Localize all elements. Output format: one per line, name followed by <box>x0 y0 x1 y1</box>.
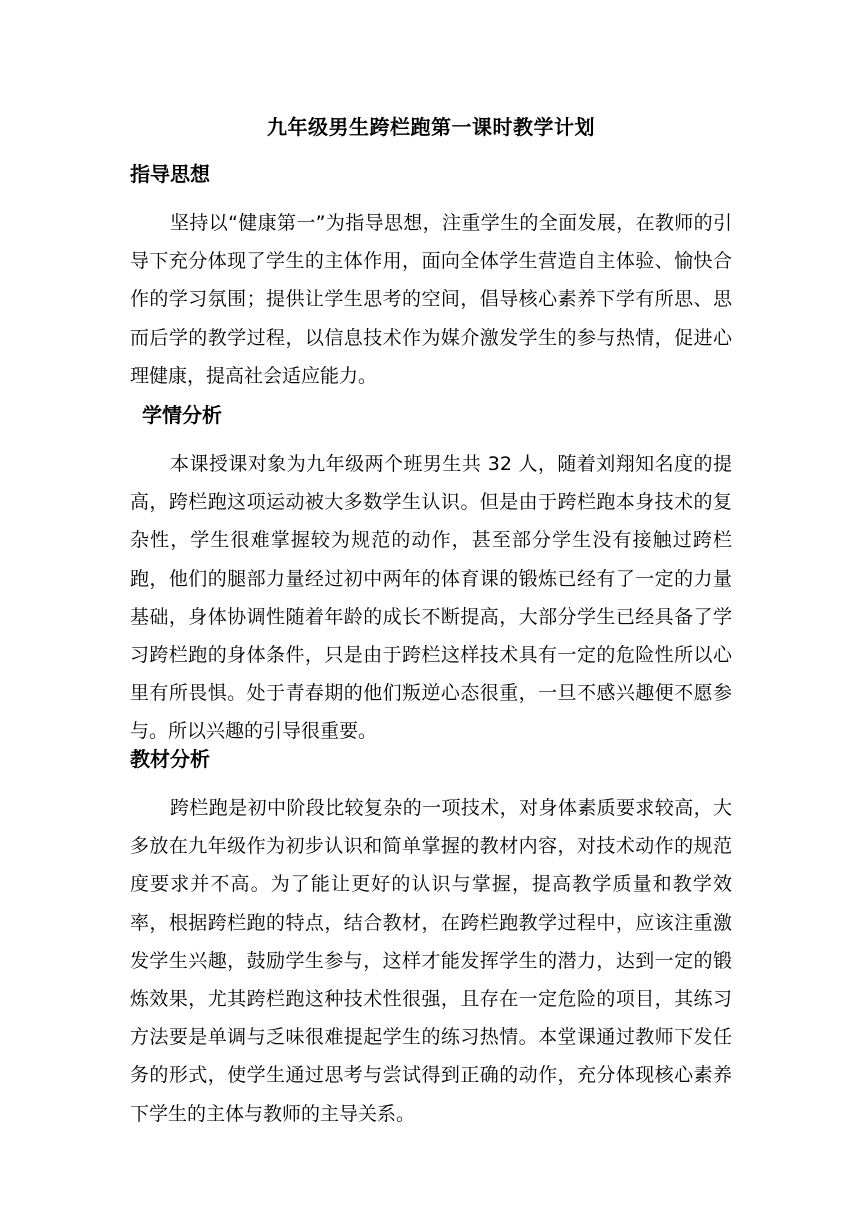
section-heading-student-analysis: 学情分析 <box>142 403 222 427</box>
document-title: 九年级男生跨栏跑第一课时教学计划 <box>267 115 595 139</box>
section-paragraph-student-analysis: 本课授课对象为九年级两个班男生共 32 人，随着刘翔知名度的提高，跨栏跑这项运动被大多数学生认识。但是由于跨栏跑本身技术的复杂性，学生很难掌握较为规范的动作，甚至部分学生没有接触过跨栏跑，他们的腿部力量经过初中两年的体育课的锻炼已经有了一定的力量基础，身体协调性随着年龄的成长不断提高，大部分学生已经具备了学习跨栏跑的身体条件，只是由于跨栏这样技术具有一定的危险性所以心里有所畏惧。处于青春期的他们叛逆心态很重，一旦不感兴趣便不愿参与。所以兴趣的引导很重要。 <box>130 453 732 743</box>
section-heading-material-analysis: 教材分析 <box>130 747 210 771</box>
section-paragraph-material-analysis: 跨栏跑是初中阶段比较复杂的一项技术，对身体素质要求较高，大多放在九年级作为初步认识和简单掌握的教材内容，对技术动作的规范度要求并不高。为了能让更好的认识与掌握，提高教学质量和教学效率，根据跨栏跑的特点，结合教材，在跨栏跑教学过程中，应该注重激发学生兴趣，鼓励学生参与，这样才能发挥学生的潜力，达到一定的锻炼效果，尤其跨栏跑这种技术性很强，且存在一定危险的项目，其练习方法要是单调与乏味很难提起学生的练习热情。本堂课通过教师下发任务的形式，使学生通过思考与尝试得到正确的动作，充分体现核心素养下学生的主体与教师的主导关系。 <box>130 797 732 1125</box>
section-heading-guiding-ideology: 指导思想 <box>130 162 210 186</box>
section-paragraph-guiding-ideology: 坚持以“健康第一”为指导思想，注重学生的全面发展，在教师的引导下充分体现了学生的主体作用，面向全体学生营造自主体验、愉快合作的学习氛围；提供让学生思考的空间，倡导核心素养下学有所思、思而后学的教学过程，以信息技术作为媒介激发学生的参与热情，促进心理健康，提高社会适应能力。 <box>130 212 732 387</box>
